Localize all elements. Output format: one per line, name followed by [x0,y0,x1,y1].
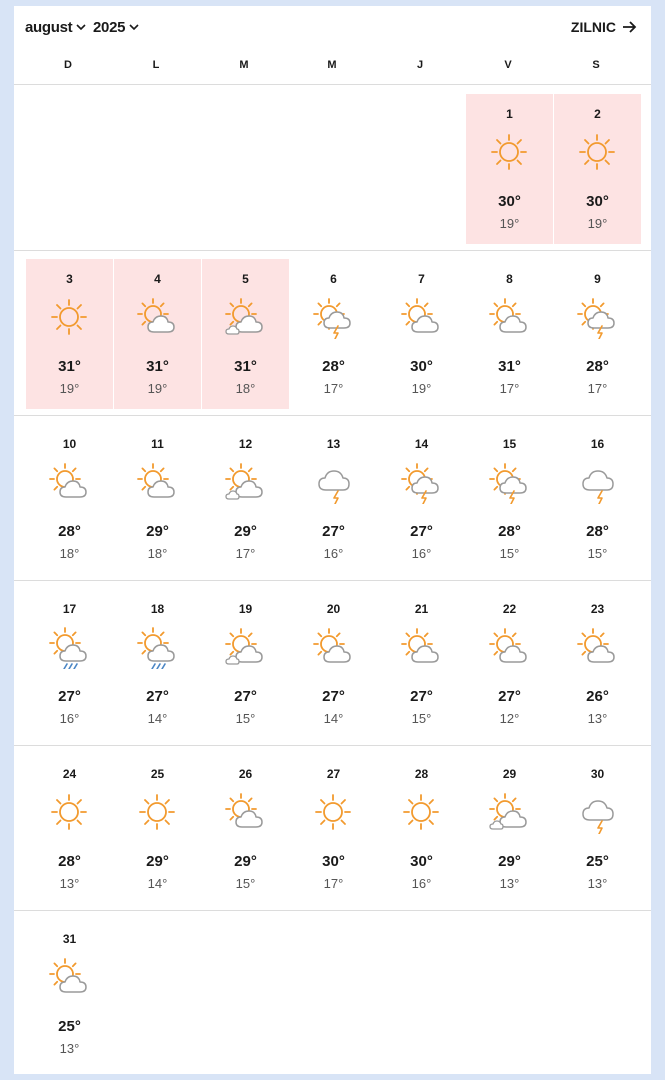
week-divider [14,250,651,251]
sun-cloud-icon [223,790,267,834]
min-temp: 19° [411,381,432,396]
weekday-label: J [416,59,424,71]
day-number: 4 [154,272,161,286]
day-cell-9[interactable] [554,259,641,409]
max-temp: 31° [234,358,257,375]
weekday-label: M [239,59,249,71]
day-cell-28[interactable] [378,754,465,904]
day-number: 27 [326,767,341,781]
max-temp: 27° [410,688,433,705]
max-temp: 27° [58,688,81,705]
max-temp: 31° [58,358,81,375]
min-temp: 16° [411,546,432,561]
day-cell-22[interactable] [466,589,553,739]
day-cell-11[interactable] [114,424,201,574]
max-temp: 30° [586,193,609,210]
min-temp: 17° [499,381,520,396]
min-temp: 17° [323,876,344,891]
min-temp: 17° [323,381,344,396]
min-temp: 15° [235,876,256,891]
sun-clouds-icon [223,625,267,669]
max-temp: 31° [498,358,521,375]
weekday-label: D [64,59,72,71]
day-cell-15[interactable] [466,424,553,574]
day-number: 18 [150,602,165,616]
sun-cloud-icon [47,955,91,999]
divider [14,84,651,85]
year-label: 2025 [93,19,126,36]
day-number: 23 [590,602,605,616]
day-cell-31[interactable] [26,919,113,1069]
day-number: 28 [414,767,429,781]
max-temp: 29° [234,523,257,540]
sun-icon [311,790,355,834]
day-cell-30[interactable] [554,754,641,904]
day-number: 22 [502,602,517,616]
max-temp: 29° [498,853,521,870]
sun-cloud-icon [487,295,531,339]
day-cell-12[interactable] [202,424,289,574]
max-temp: 25° [58,1018,81,1035]
day-cell-10[interactable] [26,424,113,574]
min-temp: 19° [499,216,520,231]
min-temp: 15° [499,546,520,561]
sun-cloud-icon [399,295,443,339]
min-temp: 19° [147,381,168,396]
sun-rain-icon [47,625,91,669]
day-number: 24 [62,767,77,781]
day-cell-20[interactable] [290,589,377,739]
month-select[interactable] [25,19,86,36]
weekday-label: L [152,59,160,71]
sun-cloud-icon [135,295,179,339]
min-temp: 13° [59,876,80,891]
day-number: 29 [502,767,517,781]
day-cell-7[interactable] [378,259,465,409]
day-cell-1[interactable] [466,94,553,244]
day-cell-3[interactable] [26,259,113,409]
min-temp: 13° [587,711,608,726]
day-cell-13[interactable] [290,424,377,574]
day-number: 30 [590,767,605,781]
max-temp: 31° [146,358,169,375]
day-number: 16 [590,437,605,451]
sun-icon [487,130,531,174]
sun-icon [575,130,619,174]
arrow-right-icon [622,21,637,33]
min-temp: 16° [323,546,344,561]
week-divider [14,910,651,911]
sun-icon [399,790,443,834]
day-cell-16[interactable] [554,424,641,574]
day-number: 31 [62,932,77,946]
min-temp: 15° [411,711,432,726]
day-cell-27[interactable] [290,754,377,904]
max-temp: 27° [498,688,521,705]
max-temp: 29° [146,853,169,870]
sun-clouds-icon [487,790,531,834]
min-temp: 13° [59,1041,80,1056]
week-divider [14,745,651,746]
min-temp: 18° [235,381,256,396]
day-number: 19 [238,602,253,616]
day-cell-2[interactable] [554,94,641,244]
max-temp: 27° [234,688,257,705]
min-temp: 17° [235,546,256,561]
day-cell-23[interactable] [554,589,641,739]
day-cell-4[interactable] [114,259,201,409]
chevron-down-icon [129,24,139,31]
min-temp: 16° [59,711,80,726]
min-temp: 14° [147,876,168,891]
sun-storm-icon [311,295,355,339]
sun-cloud-icon [399,625,443,669]
year-select[interactable] [93,19,139,36]
day-number: 8 [506,272,513,286]
day-cell-8[interactable] [466,259,553,409]
sun-clouds-icon [223,460,267,504]
min-temp: 12° [499,711,520,726]
storm-icon [311,460,355,504]
day-number: 17 [62,602,77,616]
max-temp: 27° [322,523,345,540]
sun-storm-icon [575,295,619,339]
max-temp: 27° [410,523,433,540]
max-temp: 28° [58,853,81,870]
day-number: 14 [414,437,429,451]
max-temp: 25° [586,853,609,870]
min-temp: 18° [59,546,80,561]
day-cell-24[interactable] [26,754,113,904]
max-temp: 27° [146,688,169,705]
max-temp: 29° [234,853,257,870]
day-number: 1 [506,107,513,121]
daily-view-label: ZILNIC [570,19,616,35]
min-temp: 16° [411,876,432,891]
sun-cloud-icon [135,460,179,504]
week-divider [14,415,651,416]
day-number: 25 [150,767,165,781]
weekday-label: V [504,59,512,71]
chevron-down-icon [76,24,86,31]
min-temp: 14° [147,711,168,726]
day-number: 21 [414,602,429,616]
storm-icon [575,460,619,504]
day-cell-21[interactable] [378,589,465,739]
max-temp: 26° [586,688,609,705]
max-temp: 28° [322,358,345,375]
min-temp: 13° [587,876,608,891]
max-temp: 30° [410,853,433,870]
day-number: 20 [326,602,341,616]
max-temp: 28° [586,523,609,540]
day-number: 2 [594,107,601,121]
day-number: 7 [418,272,425,286]
sun-icon [47,295,91,339]
day-number: 12 [238,437,253,451]
calendar-card [14,6,651,1074]
day-cell-25[interactable] [114,754,201,904]
daily-view-link[interactable] [571,19,637,35]
day-number: 15 [502,437,517,451]
day-number: 6 [330,272,337,286]
day-number: 5 [242,272,249,286]
max-temp: 28° [586,358,609,375]
sun-icon [135,790,179,834]
weekday-label: S [592,59,600,71]
sun-rain-icon [135,625,179,669]
min-temp: 13° [499,876,520,891]
sun-cloud-icon [311,625,355,669]
day-cell-6[interactable] [290,259,377,409]
sun-cloud-icon [487,625,531,669]
day-number: 11 [151,437,164,451]
day-number: 3 [66,272,73,286]
day-cell-5[interactable] [202,259,289,409]
day-cell-18[interactable] [114,589,201,739]
month-label: august [25,19,73,36]
min-temp: 15° [587,546,608,561]
weekday-label: M [327,59,337,71]
sun-icon [47,790,91,834]
max-temp: 30° [498,193,521,210]
min-temp: 14° [323,711,344,726]
calendar-header [14,6,651,54]
day-cell-19[interactable] [202,589,289,739]
day-cell-14[interactable] [378,424,465,574]
day-number: 26 [238,767,253,781]
sun-storm-icon [487,460,531,504]
day-number: 9 [594,272,601,286]
max-temp: 27° [322,688,345,705]
day-number: 13 [326,437,341,451]
max-temp: 28° [58,523,81,540]
min-temp: 18° [147,546,168,561]
storm-icon [575,790,619,834]
day-cell-26[interactable] [202,754,289,904]
max-temp: 30° [410,358,433,375]
max-temp: 29° [146,523,169,540]
max-temp: 30° [322,853,345,870]
min-temp: 17° [587,381,608,396]
min-temp: 19° [59,381,80,396]
sun-storm-icon [399,460,443,504]
min-temp: 15° [235,711,256,726]
day-cell-17[interactable] [26,589,113,739]
max-temp: 28° [498,523,521,540]
week-divider [14,580,651,581]
day-number: 10 [62,437,77,451]
sun-cloud-icon [47,460,91,504]
sun-cloud-icon [575,625,619,669]
day-cell-29[interactable] [466,754,553,904]
sun-clouds-icon [223,295,267,339]
min-temp: 19° [587,216,608,231]
